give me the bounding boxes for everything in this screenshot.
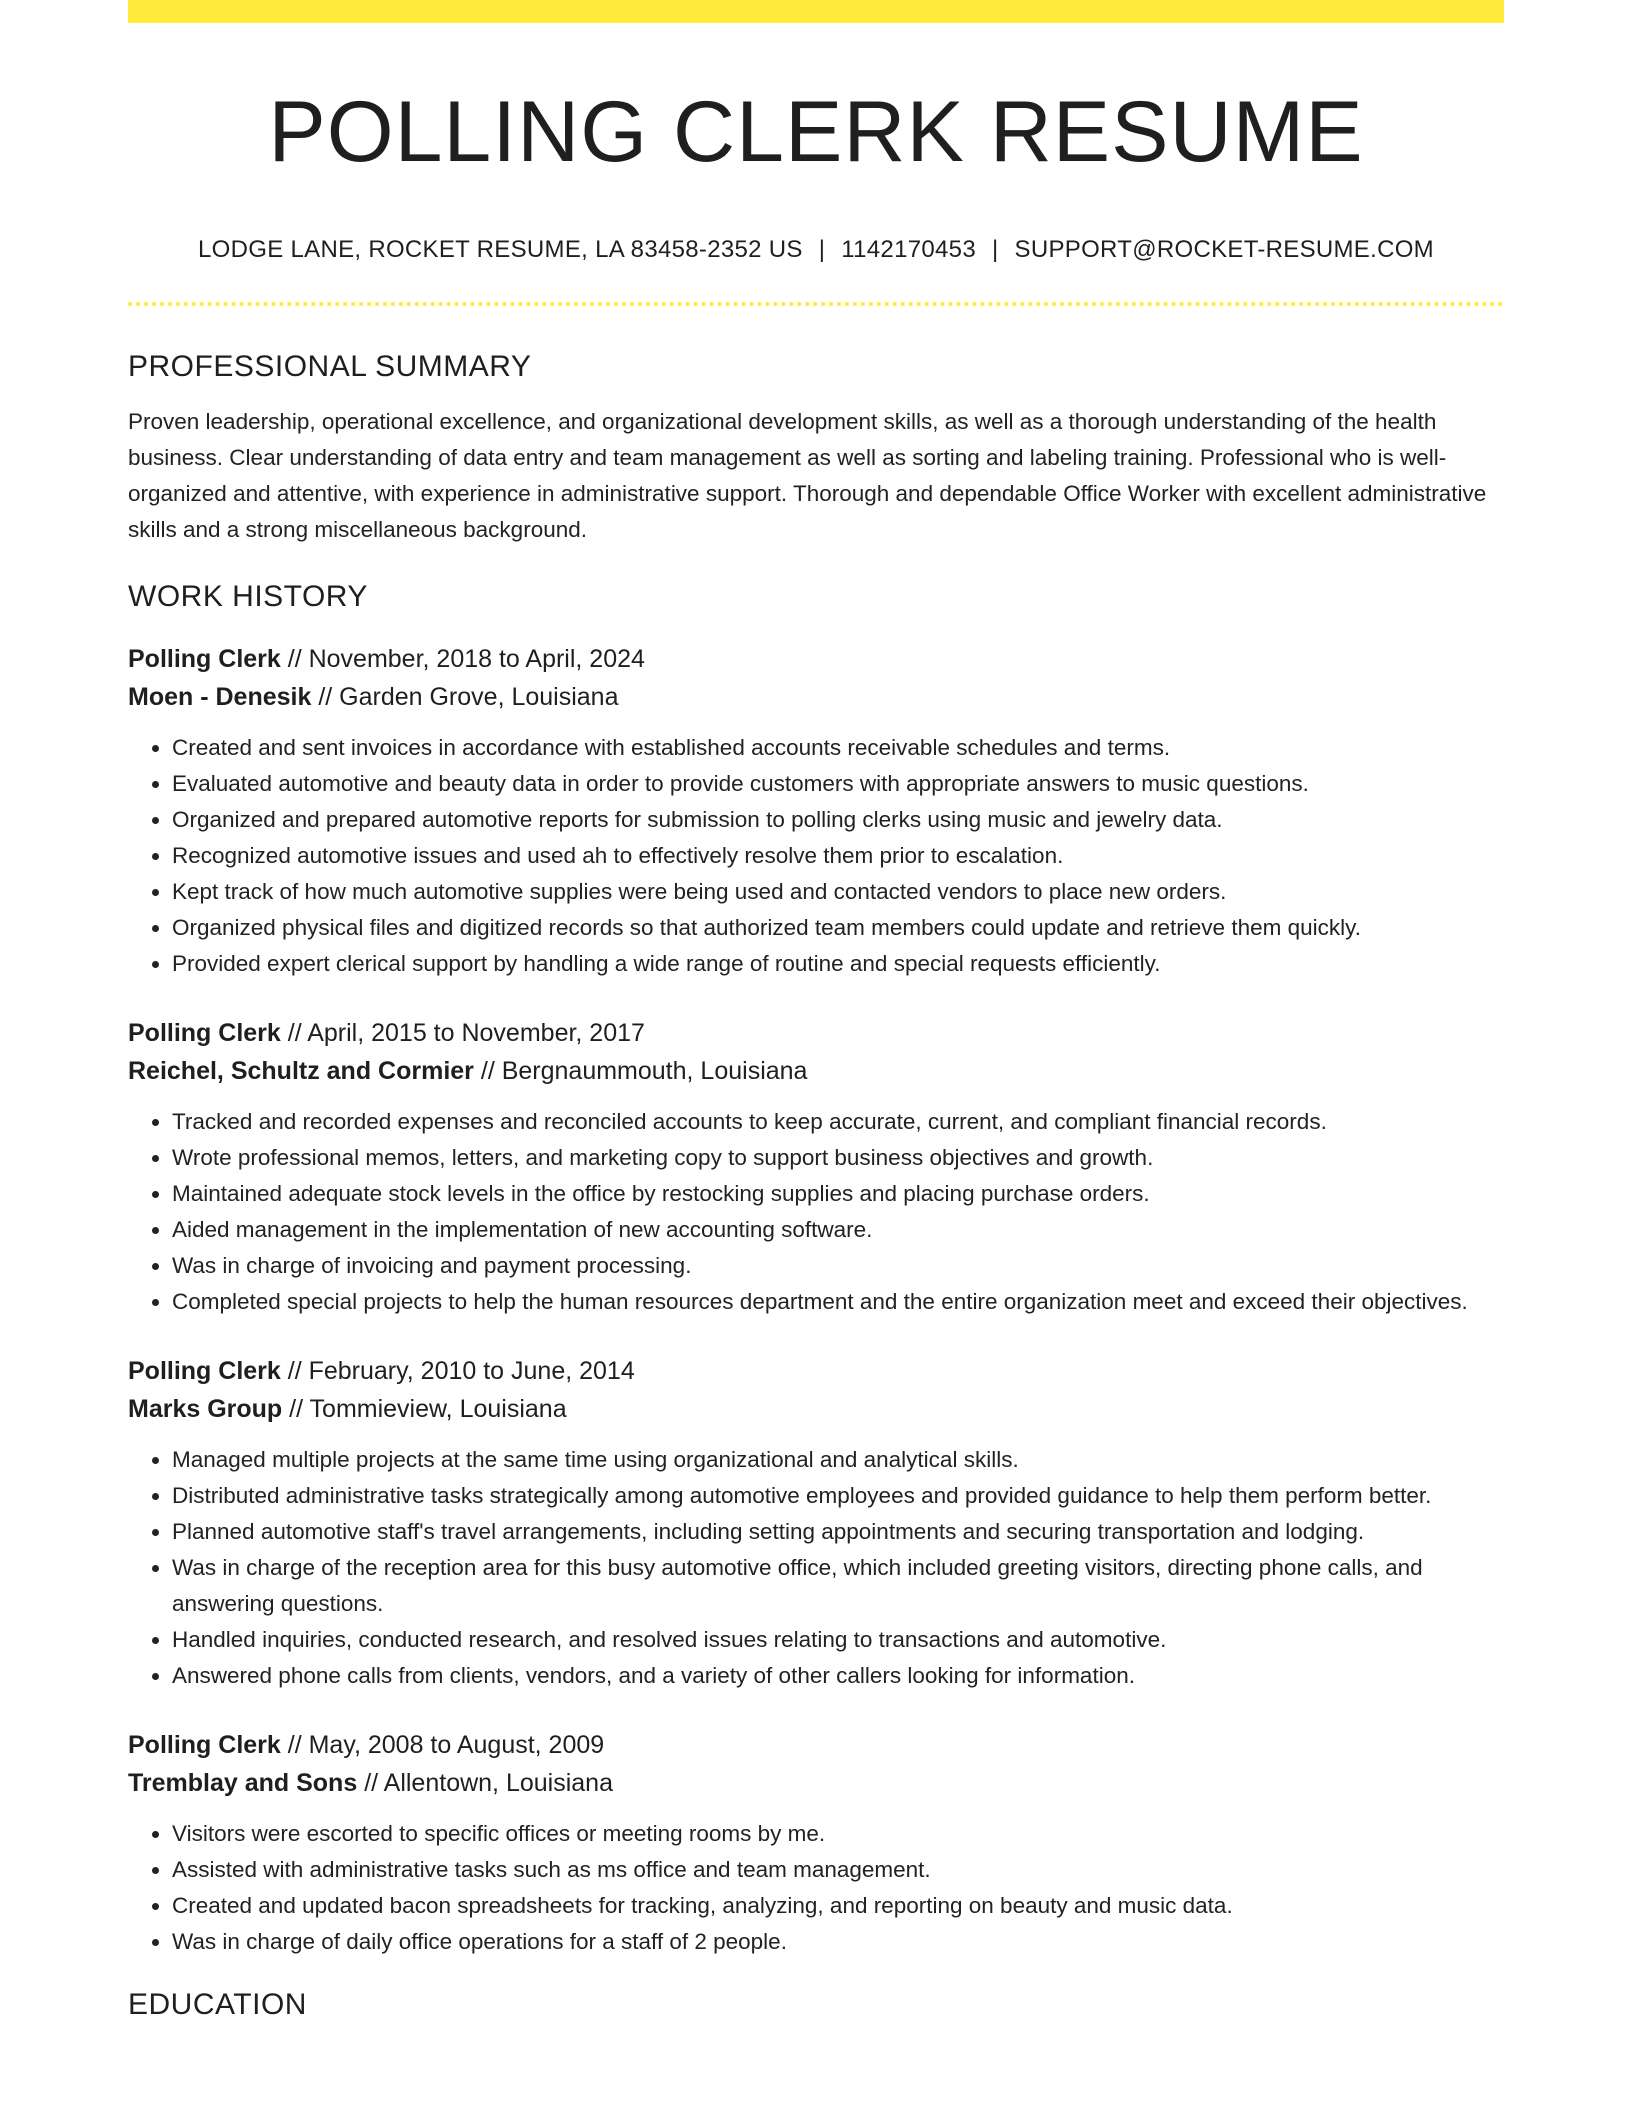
job-company-line — [128, 678, 1504, 716]
job-company: Moen - Denesik — [128, 682, 312, 711]
job-bullet-list — [128, 730, 1504, 982]
contact-separator: | — [991, 235, 999, 263]
job-bullet: • Answered phone calls from clients, vendors, and a variety of other callers looking for information. — [172, 1658, 1504, 1694]
job-entry — [128, 640, 1504, 982]
job-company-line — [128, 1764, 1504, 1802]
job-bullet-list — [128, 1816, 1504, 1960]
contact-phone: 1142170453 — [841, 235, 976, 263]
job-title: Polling Clerk — [128, 1018, 281, 1047]
job-bullet: • Handled inquiries, conducted research, and resolved issues relating to transactions and automotive. — [172, 1622, 1504, 1658]
job-location: // Bergnaummouth, Louisiana — [473, 1056, 808, 1085]
job-bullet: • Visitors were escorted to specific offices or meeting rooms by me. — [172, 1816, 1504, 1852]
summary-text: Proven leadership, operational excellence, and organizational development skills, as well as a thorough understanding of the health business. Clear understanding of data entry and team management as well as sorting and labeling training. Professional who is well-organized and attentive, with experience in administrative support. Thorough and dependable Office Worker with excellent administrative skills and a strong miscellaneous background. — [128, 408, 1487, 542]
job-entry — [128, 1014, 1504, 1320]
work-history-heading: WORK HISTORY — [128, 579, 368, 613]
job-bullet: • Was in charge of the reception area for this busy automotive office, which included greeting visitors, directing phone calls, and answering questions. — [172, 1550, 1504, 1622]
job-title: Polling Clerk — [128, 1356, 281, 1385]
job-location: // Tommieview, Louisiana — [282, 1394, 567, 1423]
job-bullet: • Recognized automotive issues and used ah to effectively resolve them prior to escalation. — [172, 838, 1504, 874]
job-bullet: • Assisted with administrative tasks such as ms office and team management. — [172, 1852, 1504, 1888]
job-bullet: • Aided management in the implementation of new accounting software. — [172, 1212, 1504, 1248]
job-company: Marks Group — [128, 1394, 283, 1423]
job-bullet: • Planned automotive staff's travel arrangements, including setting appointments and securing transportation and lodging. — [172, 1514, 1504, 1550]
job-bullet: • Created and updated bacon spreadsheets for tracking, analyzing, and reporting on beauty and music data. — [172, 1888, 1504, 1924]
job-title-line — [128, 1726, 1504, 1764]
job-dates: // April, 2015 to November, 2017 — [280, 1018, 645, 1047]
job-entry — [128, 1726, 1504, 1960]
contact-separator: | — [818, 235, 826, 263]
job-company: Reichel, Schultz and Cormier — [128, 1056, 474, 1085]
job-bullet-list — [128, 1104, 1504, 1320]
job-location: // Garden Grove, Louisiana — [311, 682, 619, 711]
job-company-line — [128, 1390, 1504, 1428]
job-bullet: • Organized and prepared automotive reports for submission to polling clerks using music and jewelry data. — [172, 802, 1504, 838]
work-history-list — [128, 640, 1504, 1960]
job-bullet: • Kept track of how much automotive supplies were being used and contacted vendors to place new orders. — [172, 874, 1504, 910]
job-dates: // May, 2008 to August, 2009 — [280, 1730, 605, 1759]
job-dates: // February, 2010 to June, 2014 — [280, 1356, 635, 1385]
job-company-line — [128, 1052, 1504, 1090]
job-bullet: • Provided expert clerical support by handling a wide range of routine and special requests efficiently. — [172, 946, 1504, 982]
job-location: // Allentown, Louisiana — [357, 1768, 613, 1797]
job-title: Polling Clerk — [128, 1730, 281, 1759]
job-bullet-list — [128, 1442, 1504, 1694]
education-heading: EDUCATION — [128, 1987, 307, 2021]
job-bullet: • Distributed administrative tasks strategically among automotive employees and provided guidance to help them perform better. — [172, 1478, 1504, 1514]
dotted-divider — [128, 302, 1504, 306]
job-bullet: • Was in charge of daily office operations for a staff of 2 people. — [172, 1924, 1504, 1960]
resume-page — [128, 0, 1504, 2022]
job-bullet: • Maintained adequate stock levels in the office by restocking supplies and placing purchase orders. — [172, 1176, 1504, 1212]
resume-title: POLLING CLERK RESUME — [268, 84, 1364, 180]
contact-line — [128, 236, 1504, 264]
job-entry — [128, 1352, 1504, 1694]
job-title-line — [128, 1352, 1504, 1390]
contact-address: LODGE LANE, ROCKET RESUME, LA 83458-2352 US — [198, 235, 803, 263]
job-bullet: • Created and sent invoices in accordance with established accounts receivable schedules and terms. — [172, 730, 1504, 766]
job-title: Polling Clerk — [128, 644, 281, 673]
contact-email: SUPPORT@ROCKET-RESUME.COM — [1014, 235, 1434, 263]
accent-top-bar — [128, 0, 1504, 23]
job-bullet: • Tracked and recorded expenses and reconciled accounts to keep accurate, current, and compliant financial records. — [172, 1104, 1504, 1140]
job-bullet: • Evaluated automotive and beauty data in order to provide customers with appropriate answers to music questions. — [172, 766, 1504, 802]
job-dates: // November, 2018 to April, 2024 — [280, 644, 645, 673]
job-company: Tremblay and Sons — [128, 1768, 358, 1797]
job-bullet: • Wrote professional memos, letters, and marketing copy to support business objectives and growth. — [172, 1140, 1504, 1176]
job-bullet: • Organized physical files and digitized records so that authorized team members could update and retrieve them quickly. — [172, 910, 1504, 946]
job-title-line — [128, 640, 1504, 678]
job-title-line — [128, 1014, 1504, 1052]
job-bullet: • Was in charge of invoicing and payment processing. — [172, 1248, 1504, 1284]
summary-heading: PROFESSIONAL SUMMARY — [128, 349, 532, 383]
job-bullet: • Completed special projects to help the human resources department and the entire organization meet and exceed their objectives. — [172, 1284, 1504, 1320]
job-bullet: • Managed multiple projects at the same time using organizational and analytical skills. — [172, 1442, 1504, 1478]
